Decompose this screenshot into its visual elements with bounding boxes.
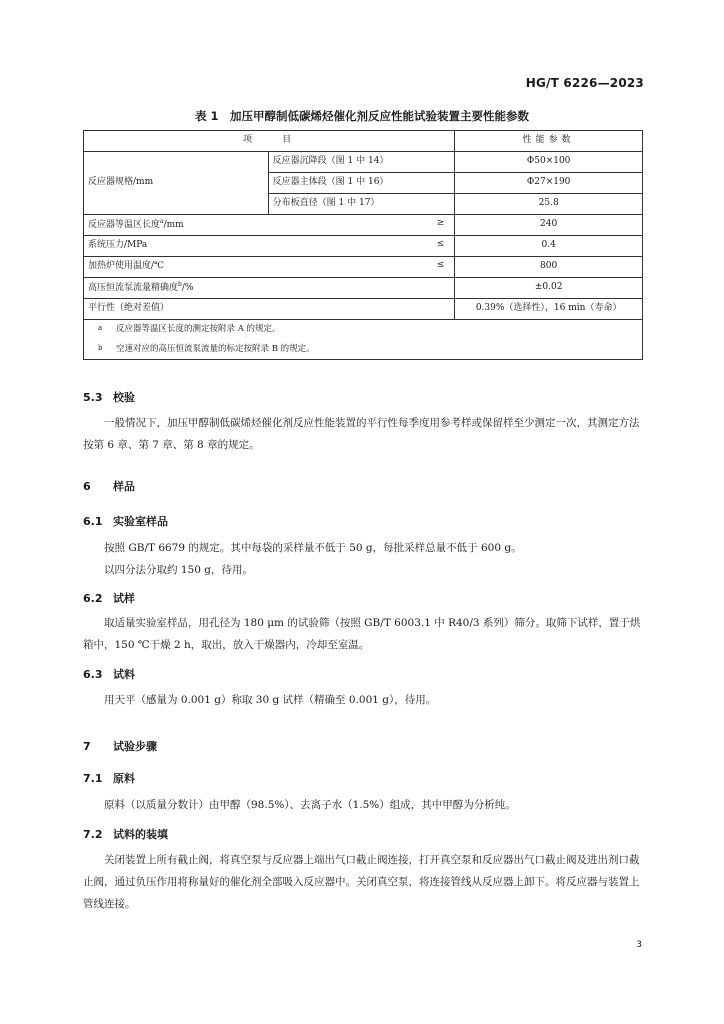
footnote-mark: a	[160, 218, 164, 226]
param-unit: /mm	[163, 220, 184, 231]
param-symbol: ≤	[436, 260, 445, 270]
section-heading-6	[83, 478, 135, 494]
section-heading-5-3	[83, 389, 135, 405]
param-label	[84, 236, 455, 257]
paragraph-text: 用天平（感量为 0.001 g）称取 30 g 试样（精确至 0.001 g），待用。	[104, 694, 437, 706]
table-title: 表 1 加压甲醇制低碳烯烃催化剂反应性能试验装置主要性能参数	[194, 109, 529, 123]
paragraph	[83, 794, 643, 816]
param-value: 240	[455, 215, 643, 236]
table-row	[84, 257, 643, 278]
col-header-item: 项 目	[84, 131, 455, 152]
reactor-part: 分布板直径（图 1 中 17）	[268, 194, 455, 215]
reactor-value: Φ50×100	[455, 152, 643, 173]
standard-number: HG/T 6226—2023	[525, 76, 644, 90]
col-header-param: 性能参数	[455, 131, 643, 152]
param-unit: /%	[181, 283, 194, 294]
param-value: ±0.02	[455, 278, 643, 299]
section-number: 7.2	[83, 828, 103, 841]
param-label	[84, 257, 455, 278]
param-label	[84, 215, 455, 236]
param-label-text: 加热炉使用温度/℃	[88, 261, 165, 272]
section-heading-6-3	[83, 666, 135, 682]
param-symbol: ≤	[436, 239, 445, 249]
section-title: 试验步骤	[113, 740, 157, 753]
section-number: 7.1	[83, 772, 103, 785]
section-title: 实验室样品	[113, 515, 168, 528]
footnote-mark: b	[98, 343, 103, 352]
table-note	[84, 340, 643, 360]
paragraph	[83, 537, 643, 581]
reactor-part: 反应器主体段（图 1 中 16）	[268, 173, 455, 194]
table-row	[84, 215, 643, 236]
paragraph-text: 取适量实验室样品，用孔径为 180 μm 的试验筛（按照 GB/T 6003.1 中 R40/3 系列）筛分。取筛下试样，置于烘箱中，150 ℃干燥 2 h，取出，放入干燥器内，冷却至室温。	[83, 617, 641, 651]
section-title: 试料的装填	[113, 828, 168, 841]
param-value: 0.4	[455, 236, 643, 257]
param-label-text: 系统压力/MPa	[88, 240, 148, 251]
section-heading-6-1	[83, 513, 168, 529]
footnote-mark: a	[98, 324, 103, 333]
section-title: 校验	[113, 391, 135, 404]
reactor-spec-label: 反应器规格/mm	[84, 152, 269, 215]
section-number: 6.3	[83, 668, 103, 681]
section-heading-7	[83, 738, 157, 754]
section-title: 样品	[113, 480, 135, 493]
reactor-value: Φ27×190	[455, 173, 643, 194]
table-row	[84, 236, 643, 257]
footnote-text: 反应器等温区长度的测定按附录 A 的规定。	[116, 324, 281, 335]
section-title: 原料	[113, 772, 135, 785]
param-label	[84, 278, 455, 299]
reactor-part: 反应器沉降段（图 1 中 14）	[268, 152, 455, 173]
param-label-text: 反应器等温区长度	[88, 220, 161, 231]
param-value: 800	[455, 257, 643, 278]
footnote-text: 空速对应的高压恒流泵流量的标定按附录 B 的规定。	[116, 343, 315, 354]
paragraph	[83, 612, 643, 656]
paragraph-text: 按照 GB/T 6679 的规定。其中每袋的采样量不低于 50 g，每批采样总量不低于 600 g。	[104, 542, 522, 554]
paragraph-text: 以四分法分取约 150 g，待用。	[104, 564, 253, 576]
section-title: 试料	[113, 668, 135, 681]
param-label-text: 高压恒流泵流量精确度	[88, 283, 179, 294]
table-row	[84, 299, 643, 320]
param-label	[84, 299, 455, 320]
paragraph-text: 一般情况下，加压甲醇制低碳烯烃催化剂反应性能装置的平行性每季度用参考样或保留样至少测定一次，其测定方法按第 6 章、第 7 章、第 8 章的规定。	[83, 417, 640, 451]
table-note	[84, 320, 643, 340]
paragraph-text: 关闭装置上所有截止阀，将真空泵与反应器上端出气口截止阀连接，打开真空泵和反应器出气口截止阀及进出剂口截止阀，通过负压作用将称量好的催化剂全部吸入反应器中。关闭真空泵，将连接管线从反应器上卸下。将反应器与装置上管线连接。	[83, 854, 640, 910]
section-number: 6.1	[83, 515, 103, 528]
param-label-text: 平行性（绝对差值）	[88, 303, 170, 314]
param-value: 0.39%（选择性），16 min（寿命）	[455, 299, 643, 320]
paragraph	[83, 849, 643, 915]
paragraph	[83, 412, 643, 456]
section-heading-7-1	[83, 770, 135, 786]
section-number: 6	[83, 480, 91, 493]
table-header-row	[84, 131, 643, 152]
section-title: 试样	[113, 592, 135, 605]
footnote-mark: b	[178, 281, 182, 289]
section-number: 6.2	[83, 592, 103, 605]
section-heading-7-2	[83, 826, 168, 842]
section-number: 5.3	[83, 391, 103, 404]
spec-table	[83, 130, 643, 360]
reactor-value: 25.8	[455, 194, 643, 215]
paragraph-text: 原料（以质量分数计）由甲醇（98.5%）、去离子水（1.5%）组成，其中甲醇为分析纯。	[104, 799, 516, 811]
page-number: 3	[636, 940, 642, 950]
section-number: 7	[83, 740, 91, 753]
section-heading-6-2	[83, 590, 135, 606]
table-row	[84, 152, 643, 173]
paragraph	[83, 689, 643, 711]
param-symbol: ≥	[436, 218, 445, 228]
table-row	[84, 278, 643, 299]
